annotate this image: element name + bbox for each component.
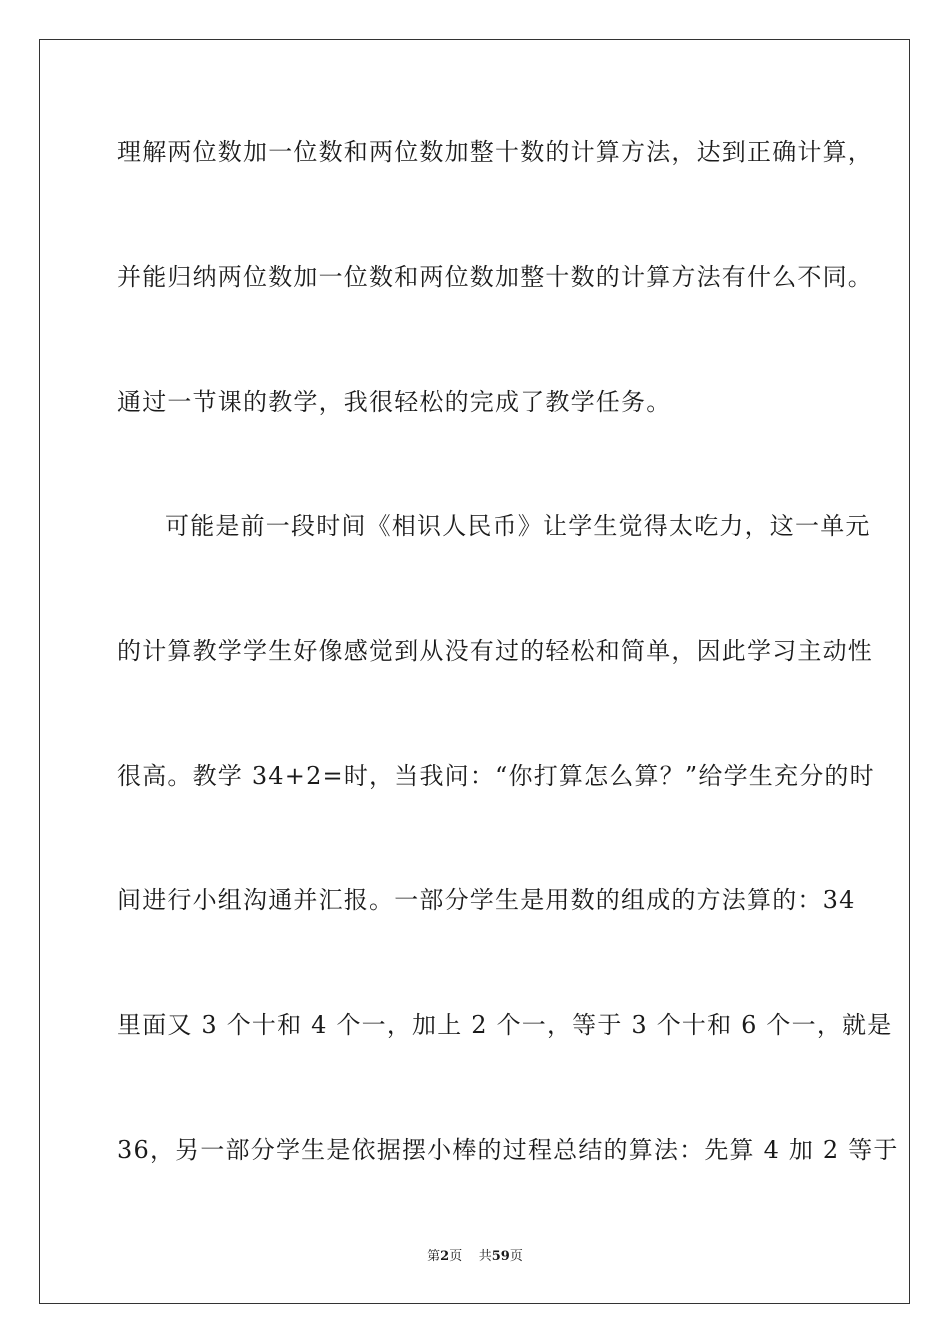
footer-total-prefix: 共 [478,1249,492,1264]
footer-page-number: 2 [440,1249,450,1264]
body-text-line-3: 通过一节课的教学，我很轻松的完成了教学任务。 [117,388,672,416]
body-text-line-5: 的计算教学学生好像感觉到从没有过的轻松和简单，因此学习主动性 [117,637,873,665]
footer-page-prefix: 第 [427,1249,441,1264]
body-text-line-4: 可能是前一段时间《相识人民币》让学生觉得太吃力，这一单元 [165,512,871,540]
body-text-line-6: 很高。教学 34+2=时，当我问：“你打算怎么算？”给学生充分的时 [117,762,875,790]
page-footer [0,1248,950,1266]
body-text-line-2: 并能归纳两位数加一位数和两位数加整十数的计算方法有什么不同。 [117,263,873,291]
page-border [39,39,910,1304]
body-text-line-1: 理解两位数加一位数和两位数加整十数的计算方法，达到正确计算， [117,138,873,166]
body-text-line-7: 间进行小组沟通并汇报。一部分学生是用数的组成的方法算的：34 [117,886,856,914]
footer-total-suffix: 页 [509,1249,523,1264]
footer-total-pages: 59 [491,1249,510,1264]
body-text-line-9: 36，另一部分学生是依据摆小棒的过程总结的算法：先算 4 加 2 等于 [117,1136,899,1164]
body-text-line-8: 里面又 3 个十和 4 个一，加上 2 个一，等于 3 个十和 6 个一，就是 [117,1011,893,1039]
footer-page-suffix: 页 [449,1249,463,1264]
